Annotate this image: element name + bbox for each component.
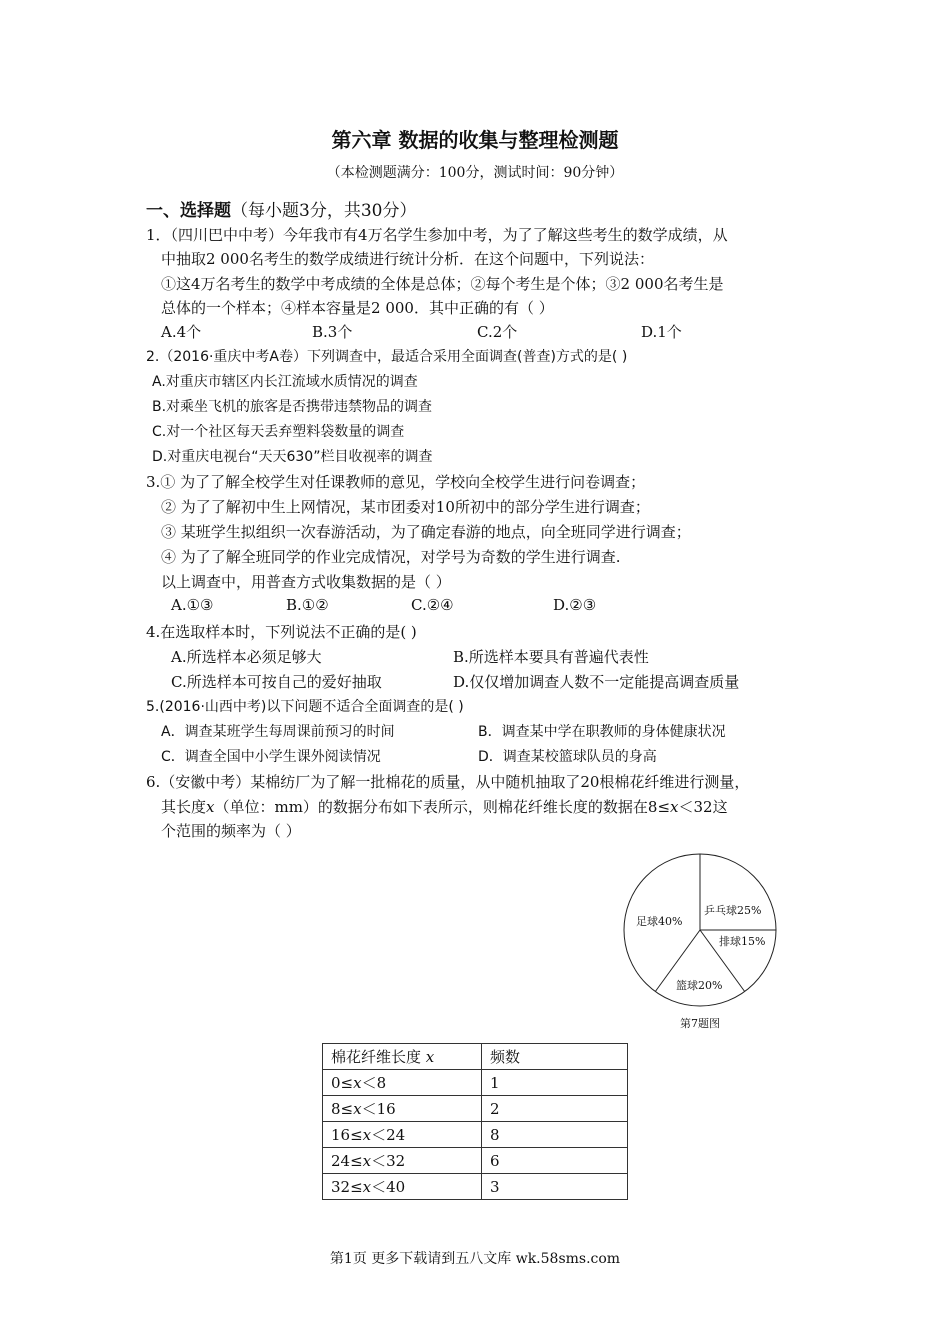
table-cell-range [323,1122,482,1148]
page-footer: 第1页 更多下载请到五八文库 wk.58sms.com [329,1251,621,1267]
q1-option-a[interactable]: A.4个 [161,323,202,341]
q2-option-a[interactable]: A.对重庆市辖区内长江流域水质情况的调查 [152,374,418,390]
table-cell-freq: 1 [482,1070,628,1096]
q3-item-2: ② 为了了解初中生上网情况，某市团委对10所初中的部分学生进行调查； [161,498,650,516]
range-var: x [353,1074,362,1092]
table-cell-freq: 6 [482,1148,628,1174]
section-heading [146,196,416,221]
header-length-text: 棉花纤维长度 [331,1048,422,1066]
q3-option-a[interactable]: A.①③ [171,596,214,614]
pie-label-football: 足球40% [636,915,683,928]
header-var-x: x [425,1048,435,1066]
pie-chart [620,850,780,1035]
table-row [323,1122,628,1148]
q1-line1: 1．（四川巴中中考）今年我市有4万名学生参加中考，为了了解这些考生的数学成绩，从 [146,226,728,244]
table-header-row [323,1044,628,1070]
q3-option-c[interactable]: C.②④ [411,596,454,614]
q3-item-1: 3.① 为了了解全校学生对任课教师的意见，学校向全校学生进行问卷调查； [146,473,646,491]
table-cell-range [323,1070,482,1096]
range-var: x [362,1152,372,1170]
q4-line1: 4.在选取样本时，下列说法不正确的是( ) [146,623,417,641]
range-hi: ＜16 [361,1100,396,1118]
q4-option-c[interactable]: C.所选样本可按自己的爱好抽取 [171,673,382,691]
range-hi: ＜40 [371,1178,406,1196]
q6-line1: 6.（安徽中考）某棉纺厂为了解一批棉花的质量，从中随机抽取了20根棉花纤维进行测量， [146,773,750,791]
q4-option-b[interactable]: B.所选样本要具有普遍代表性 [453,648,649,666]
q6-text-a: 其长度 [161,798,207,816]
q6-line3: 个范围的频率为（ ） [161,822,301,840]
q3-question: 以上调查中，用普查方式收集数据的是（ ） [161,573,451,591]
range-lo: 32≤ [331,1178,363,1196]
q2-line1: 2.（2016·重庆中考A卷）下列调查中，最适合采用全面调查(普查)方式的是( ) [146,349,628,365]
q2-option-d[interactable]: D.对重庆电视台“天天630”栏目收视率的调查 [152,449,433,465]
q5-option-b[interactable]: B．调查某中学在职教师的身体健康状况 [478,724,726,740]
range-var: x [362,1126,372,1144]
q1-line2: 中抽取2 000名考生的数学成绩进行统计分析．在这个问题中，下列说法： [161,250,654,268]
figure-caption: 第7题图 [680,1017,720,1030]
q3-option-d[interactable]: D.②③ [553,596,597,614]
q4-option-d[interactable]: D.仅仅增加调查人数不一定能提高调查质量 [453,673,740,691]
q1-line4: 总体的一个样本；④样本容量是2 000．其中正确的有（ ） [161,299,554,317]
range-hi: ＜8 [361,1074,387,1092]
q1-option-c[interactable]: C.2个 [477,323,518,341]
q5-option-c[interactable]: C．调查全国中小学生课外阅读情况 [161,749,381,765]
table-row [323,1148,628,1174]
table-row [323,1070,628,1096]
q1-option-d[interactable]: D.1个 [641,323,682,341]
q2-option-b[interactable]: B.对乘坐飞机的旅客是否携带违禁物品的调查 [152,399,433,415]
q1-line3: ①这4万名考生的数学中考成绩的全体是总体；②每个考生是个体；③2 000名考生是 [161,275,724,293]
q5-option-a[interactable]: A．调查某班学生每周课前预习的时间 [161,724,395,740]
pie-label-volleyball: 排球15% [719,935,766,948]
q1-option-b[interactable]: B.3个 [312,323,353,341]
pie-label-pingpong: 乒乓球25% [704,904,762,917]
range-lo: 0≤ [331,1074,354,1092]
table-cell-range [323,1174,482,1200]
table-header-length [323,1044,482,1070]
range-lo: 8≤ [331,1100,354,1118]
table-row [323,1174,628,1200]
table-cell-range [323,1096,482,1122]
page-title: 第六章 数据的收集与整理检测题 [331,128,619,152]
section-title: 一、选择题 [146,201,231,221]
table-row [323,1096,628,1122]
range-lo: 24≤ [331,1152,363,1170]
table-cell-freq: 8 [482,1122,628,1148]
q3-item-4: ④ 为了了解全班同学的作业完成情况，对学号为奇数的学生进行调查. [161,548,621,566]
q6-var-x-2: x [670,798,679,816]
page-subtitle: （本检测题满分：100分，测试时间：90分钟） [326,165,624,181]
q4-option-a[interactable]: A.所选样本必须足够大 [171,648,322,666]
range-lo: 16≤ [331,1126,363,1144]
q6-line2 [161,796,728,817]
q3-option-b[interactable]: B.①② [286,596,329,614]
q6-var-x: x [206,798,215,816]
q5-option-d[interactable]: D．调查某校篮球队员的身高 [478,749,657,765]
q5-line1: 5.(2016·山西中考)以下问题不适合全面调查的是( ) [146,699,464,715]
range-hi: ＜32 [371,1152,406,1170]
table-cell-freq: 3 [482,1174,628,1200]
table-cell-freq: 2 [482,1096,628,1122]
range-var: x [362,1178,372,1196]
table-cell-range [323,1148,482,1174]
q6-text-c: ＜32这 [678,798,728,816]
q3-item-3: ③ 某班学生拟组织一次春游活动，为了确定春游的地点，向全班同学进行调查； [161,523,691,541]
pie-label-basketball: 篮球20% [676,979,723,992]
range-hi: ＜24 [371,1126,406,1144]
q2-option-c[interactable]: C.对一个社区每天丢弃塑料袋数量的调查 [152,424,405,440]
frequency-table [322,1043,628,1200]
section-note: （每小题3分，共30分） [231,201,417,221]
q6-text-b: （单位：mm）的数据分布如下表所示，则棉花纤维长度的数据在8≤ [214,798,671,816]
table-header-freq: 频数 [482,1044,628,1070]
range-var: x [353,1100,362,1118]
